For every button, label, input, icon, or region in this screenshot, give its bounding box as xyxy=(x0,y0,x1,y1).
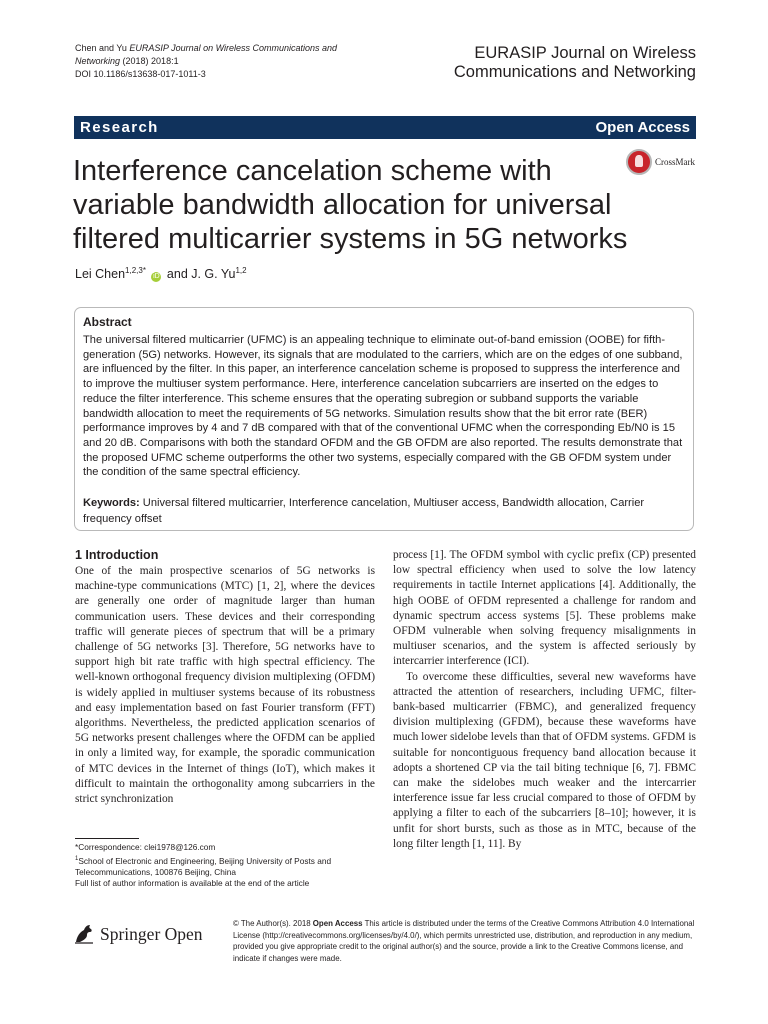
body-column-right xyxy=(393,548,696,852)
affiliation-note xyxy=(75,854,375,879)
journal-name-line1: EURASIP Journal on Wireless xyxy=(474,44,696,62)
license-body: This article is distributed under the terms of the Creative Commons Attribution 4.0 International License (http://creativecommons.org/licenses/by/4.0/), which permits unrestricted use, distribution, and reproduction in any medium, provided you give appropriate credit to the original author(s) and the source, provide a link to the Creative Commons license, and indicate if changes were made. xyxy=(233,919,695,963)
abstract-heading: Abstract xyxy=(83,315,132,329)
springer-open-logo xyxy=(72,920,222,950)
footnotes xyxy=(75,842,375,890)
author-name[interactable]: Lei Chen xyxy=(75,267,126,281)
keywords-text: Universal filtered multicarrier, Interference cancelation, Multiuser access, Bandwidth allocation, Carrier frequency offset xyxy=(83,497,645,525)
license-prefix: © The Author(s). 2018 xyxy=(233,919,313,928)
correspondence-note[interactable]: *Correspondence: clei1978@126.com xyxy=(75,842,216,852)
crossmark-label: CrossMark xyxy=(655,157,695,167)
open-access-label: Open Access xyxy=(595,119,690,136)
crossmark-badge[interactable] xyxy=(626,149,698,177)
author-name[interactable]: and J. G. Yu xyxy=(163,267,236,281)
section-heading: 1 Introduction xyxy=(75,548,159,562)
paragraph: One of the main prospective scenarios of 5G networks is machine-type communications (MTC) [1, 2], where the devices are generally one order of magnitude larger than human communication users. These devices and their corresponding traffic will generate pieces of spectrum that will be a primary challenge of 5G networks [3]. Therefore, 5G networks have to support high bit rate traffic with high spectral efficiency. The well-known orthogonal frequency division multiplexing (OFDM) is widely applied in multiuser systems because of its robustness and easy implementation based on fast Fourier transform (FFT) algorithms. Nevertheless, the predicted application scenarios of 5G networks present challenges where the OFDM can be applied in only a limited way, for example, the sporadic communication of MTC devices in the Internet of things (IoT), which makes it difficult to maintain the orthogonality among subcarriers in the strict synchronization xyxy=(75,565,375,806)
paragraph: process [1]. The OFDM symbol with cyclic prefix (CP) presented low spectral efficiency when used to solve the low latency requirements in tactile Internet applications [4]. Additionally, the high OOBE of OFDM represented a challenge for random and dynamic spectrum access systems [5]. These problems make OFDM vulnerable when solving frequency misalignments in multiuser scenarios, and the system is affected seriously by intercarrier interference (ICI). xyxy=(393,549,696,668)
article-type-banner xyxy=(74,116,696,139)
citation-journal: EURASIP Journal on Wireless Communications and Networking xyxy=(75,43,338,66)
springer-open-text: Springer Open xyxy=(100,924,203,944)
doi[interactable]: DOI 10.1186/s13638-017-1011-3 xyxy=(75,69,206,79)
paragraph: To overcome these difficulties, several new waveforms have attracted the attention of researchers, including UFMC, filter-bank-based multicarrier (FBMC), and generalized frequency division multiplexing (GFDM), because these waveforms have much lower sidelobe levels than that of OFDM systems. GFDM is suitable for noncontiguous frequency band allocation because it adopts a shortened CP via the tail biting technique [6, 7]. FBMC can make the sidelobes much weaker and the intercarrier interference issue far less crucial compared to those of OFDM by applying a filter to each of the subcarriers [8–10]; however, it is unfit for short bursts, such as those as in MTC, because of the long filter length [1, 11]. By xyxy=(393,670,696,850)
journal-name xyxy=(376,44,696,82)
keywords-label: Keywords: xyxy=(83,497,140,509)
author-affiliation-sup: 1,2 xyxy=(235,266,247,275)
springer-horse-icon xyxy=(72,922,96,946)
license-text xyxy=(233,918,695,964)
body-column-left xyxy=(75,564,375,807)
footnote-divider xyxy=(75,838,139,839)
title-line1: Interference cancelation scheme with xyxy=(73,155,552,187)
keywords xyxy=(83,496,687,527)
article-type-label: Research xyxy=(80,119,159,136)
article-title xyxy=(73,154,633,256)
title-line3: filtered multicarrier systems in 5G networks xyxy=(73,223,628,255)
citation-authors: Chen and Yu xyxy=(75,43,130,53)
full-list-note: Full list of author information is available at the end of the article xyxy=(75,878,310,889)
license-open-access: Open Access xyxy=(312,919,363,928)
affiliation-text: School of Electronic and Engineering, Beijing University of Posts and Telecommunications, 100876 Beijing, China xyxy=(75,855,332,877)
orcid-icon[interactable]: iD xyxy=(153,273,160,280)
citation-block xyxy=(75,42,375,81)
affiliation-sup: 1 xyxy=(75,855,79,862)
author-list xyxy=(75,266,247,282)
abstract-text: The universal filtered multicarrier (UFMC) is an appealing technique to eliminate out-of-band emission (OOBE) for fifth-generation (5G) networks. However, its signals that are modulated to the carriers, which are on the edges of one subband, are influenced by the filter. In this paper, an interference cancelation scheme is proposed to suppress the interference and to improve the multiuser system performance. Here, interference cancelation subcarriers are inserted on the edges to reduce the filter interference. This scheme ensures that the operating subregion or subband supports the variable bandwidth allocation to meet the requirements of 5G networks. Simulation results show that the bit error rate (BER) performance improves by 4 and 7 dB compared with that of the conventional UFMC when the corresponding Eb/N0 is 15 and 20 dB. Comparisons with both the standard OFDM and the GB OFDM are also reported. The results demonstrate that the proposed UFMC scheme outperforms the other two systems, especially compared with the GB OFDM system under the condition of the same spectral efficiency. xyxy=(83,334,683,479)
citation-volume: (2018) 2018:1 xyxy=(120,56,179,66)
journal-name-line2: Communications and Networking xyxy=(453,63,696,81)
author-affiliation-sup: 1,2,3* xyxy=(125,266,146,275)
title-line2: variable bandwidth allocation for universal xyxy=(73,189,612,221)
